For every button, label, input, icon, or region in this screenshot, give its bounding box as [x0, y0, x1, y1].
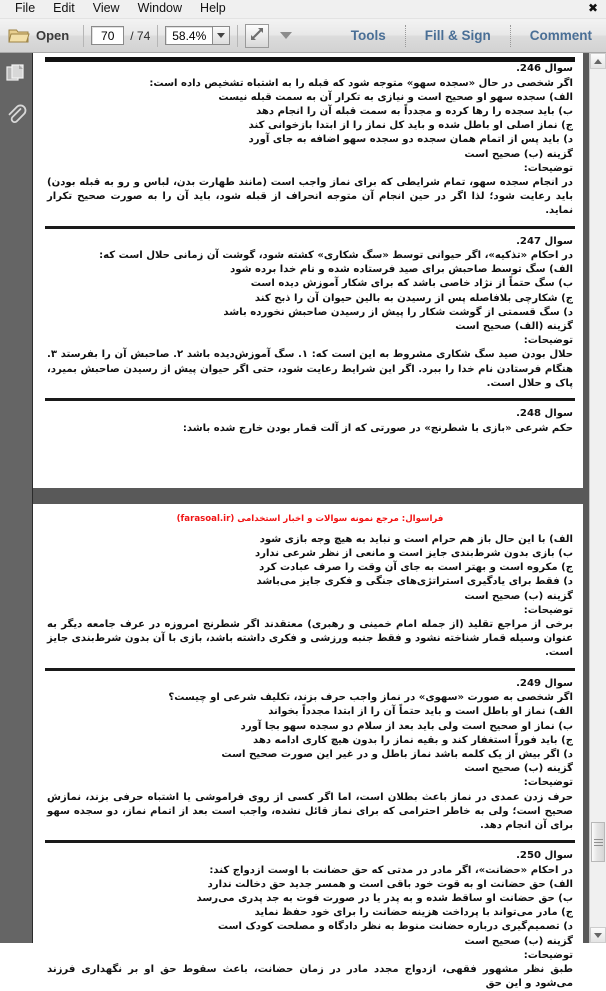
question-option: ب) نماز او صحیح است ولی باید بعد از سلام دو سجده سهو بجا آورد: [240, 720, 573, 732]
pdf-page: [33, 504, 583, 991]
pdf-page: [33, 57, 583, 488]
question-option: د) باید پس از اتمام همان سجده دو سجده سهو اضافه به جای آورد: [248, 134, 573, 146]
menu-file[interactable]: File: [15, 1, 36, 15]
toolbar-divider-1: [83, 25, 84, 47]
toolbar-divider-4: [405, 25, 406, 47]
question-stem: در احکام «تذکیه»، اگر حیوانی توسط «سگ شکاری» کشته شود، گوشت آن زمانی حلال است که:: [99, 250, 573, 262]
open-button[interactable]: [4, 24, 76, 47]
zoom-level-input[interactable]: 58.4%: [165, 26, 212, 45]
attachments-button[interactable]: [3, 102, 29, 128]
document-viewport[interactable]: [33, 53, 583, 990]
toolbar-right-group: [341, 25, 602, 47]
open-button-label: Open: [36, 28, 70, 43]
question-option: الف) نماز او باطل است و باید حتماً آن را از ابتدا مجدداً بخواند: [268, 706, 573, 718]
question-option: الف) با این حال باز هم حرام است و نباید به هیچ وجه بازی شود: [259, 533, 573, 545]
menu-help[interactable]: Help: [200, 1, 226, 15]
question-answer: گزینه (ب) صحیح است: [464, 763, 573, 775]
question-stem: اگر شخصی در حال «سجده سهو» متوجه شود که قبله را به اشتباه تشخیص داده است:: [149, 77, 573, 89]
toolbar-divider-5: [510, 25, 511, 47]
question-option: ب) بازی بدون شرط‌بندی جایز است و مانعی از نظر شرعی ندارد: [254, 547, 573, 559]
comment-button[interactable]: Comment: [529, 28, 592, 43]
question-explanation: طبق نظر مشهور فقهی، ازدواج مجدد مادر در زمان حضانت، باعث سقوط حق او بر نگهداری فرزند می‌شود و این حق: [47, 964, 573, 990]
question-option: الف) حق حضانت او به قوت خود باقی است و همسر جدید حق دخالت ندارد: [207, 878, 573, 890]
attachments-paperclip-icon: [5, 103, 27, 128]
question-stem: در احکام «حضانت»، اگر مادر در مدتی که حق حضانت با اوست ازدواج کند:: [209, 864, 573, 876]
explanations-label: توضیحات:: [523, 604, 573, 616]
page-thumbnails-button[interactable]: [3, 62, 29, 88]
page-bottom-space: [33, 436, 583, 488]
question-explanation: حرف زدن عمدی در نماز باعث بطلان است، اما اگر کسی از روی فراموشی یا اشتباه حرفی بزند، نمازش صحیح است؛ ولی به خاطر احترامی که برای نماز قائل نشده، واجب است بعد از اتمام نماز، دو سجده سهو برای آن انجام دهد.: [47, 791, 573, 831]
navigation-rail: [0, 53, 33, 943]
menu-bar: [0, 0, 606, 19]
question-option: ج) شکارچی بلافاصله پس از رسیدن به بالین حیوان آن را ذبح کند: [254, 292, 573, 304]
scroll-down-button[interactable]: [590, 927, 606, 943]
section-divider: [45, 668, 575, 671]
question-option: ج) مادر می‌تواند با پرداخت هزینه حضانت را برای خود حفظ نماید: [254, 907, 573, 919]
fit-dropdown-button[interactable]: [279, 26, 293, 46]
zoom-control-group: [165, 26, 230, 45]
menu-window[interactable]: Window: [137, 1, 183, 15]
zoom-dropdown-button[interactable]: [212, 26, 230, 45]
scroll-up-button[interactable]: [590, 53, 606, 69]
question-number: سوال 250.: [516, 850, 573, 862]
toolbar-divider-3: [237, 25, 238, 47]
main-toolbar: [0, 19, 606, 53]
section-divider: [45, 398, 575, 401]
question-option: د) تصمیم‌گیری درباره حضانت منوط به نظر دادگاه و مصلحت کودک است: [217, 921, 573, 933]
explanations-label: توضیحات:: [523, 949, 573, 961]
document-scroll-area: [33, 53, 583, 990]
chevron-down-icon: [280, 32, 292, 39]
section-divider: [45, 226, 575, 229]
explanations-label: توضیحات:: [523, 162, 573, 174]
question-option: د) اگر بیش از یک کلمه باشد نماز باطل و در غیر این صورت صحیح است: [221, 748, 573, 760]
question-option: ج) باید فوراً استغفار کند و بقیه نماز را بدون هیچ کاری ادامه دهد: [253, 734, 573, 746]
question-answer: گزینه (الف) صحیح است: [455, 321, 573, 333]
question-answer: گزینه (ب) صحیح است: [464, 148, 573, 160]
question-number: سوال 248.: [516, 408, 573, 420]
question-option: ج) مکروه است و بهتر است به جای آن وقت را صرف عبادت کرد: [259, 562, 573, 574]
page-separator: [33, 488, 583, 504]
tools-button[interactable]: Tools: [350, 28, 386, 43]
chevron-down-icon: [217, 33, 225, 38]
question-number: سوال 249.: [516, 677, 573, 689]
close-icon[interactable]: ✖: [587, 1, 599, 15]
folder-open-icon: [8, 27, 30, 44]
question-number: سوال 246.: [516, 63, 573, 74]
question-stem: اگر شخصی به صورت «سهوی» در نماز واجب حرف بزند، تکلیف شرعی او چیست؟: [168, 692, 573, 704]
page-thumbnails-icon: [5, 63, 27, 88]
triangle-up-icon: [594, 59, 602, 64]
question-option: د) سگ قسمتی از گوشت شکار را پیش از رسیدن صاحبش نخورده باشد: [223, 306, 573, 318]
question-explanation: در انجام سجده سهو، تمام شرایطی که برای نماز واجب است (مانند طهارت بدن، لباس و رو به قبله بودن) باید رعایت شود؛ لذا اگر در حین انجام آن متوجه انحراف از قبله شود، باید آن را به صورت صحیح تکرار نماید.: [47, 176, 573, 217]
toolbar-divider-2: [157, 25, 158, 47]
explanations-label: توضیحات:: [523, 335, 573, 347]
question-option: ب) باید سجده را رها کرده و مجدداً به سمت قبله آن را انجام دهد: [256, 105, 573, 117]
question-option: الف) سجده سهو او صحیح است و نیازی به تکرار آن به سمت قبله نیست: [218, 91, 573, 103]
question-option: ب) سگ حتماً از نژاد خاصی باشد که برای شکار آموزش دیده است: [250, 278, 573, 290]
fill-and-sign-button[interactable]: Fill & Sign: [424, 28, 491, 43]
scrollbar-thumb[interactable]: [591, 822, 605, 862]
document-watermark: فراسوال: مرجع نمونه سوالات و اخبار استخدامی (farasoal.ir): [176, 513, 444, 524]
question-option: ب) حق حضانت او ساقط شده و به پدر یا در صورت فوت به جد پدری می‌رسد: [196, 893, 573, 905]
question-option: ج) نماز اصلی او باطل شده و باید کل نماز را از ابتدا بازخوانی کند: [248, 120, 573, 132]
scrollbar-track[interactable]: [590, 69, 606, 927]
menu-view[interactable]: View: [92, 1, 120, 15]
question-stem: حکم شرعی «بازی با شطرنج» در صورتی که از آلت قمار بودن خارج شده باشد:: [182, 422, 573, 434]
question-explanation: برخی از مراجع تقلید (از جمله امام خمینی و رهبری) معتقدند اگر شطرنج امروزه در عرف جامعه دیگر به عنوان وسیله قمار شناخته نشود و فقط جنبه ورزشی و فکری داشته باشد، بازی با آن بدون شرط‌بندی جایز است.: [47, 618, 573, 659]
explanations-label: توضیحات:: [523, 777, 573, 789]
menu-edit[interactable]: Edit: [53, 1, 75, 15]
question-answer: گزینه (ب) صحیح است: [464, 590, 573, 602]
fit-page-button[interactable]: [245, 24, 269, 48]
question-number: سوال 247.: [516, 235, 573, 247]
question-option: د) فقط برای یادگیری استراتژی‌های جنگی و فکری جایز می‌باشد: [256, 576, 573, 588]
fit-page-icon: [249, 26, 265, 45]
question-explanation: حلال بودن صید سگ شکاری مشروط به این است که: ۱. سگ آموزش‌دیده باشد ۲. صاحبش آن را بفرستد ۳. هنگام فرستادن نام خدا را ببرد. اگر این شرایط رعایت شود، حتی اگر حیوان پیش از رسیدن صاحبش بمیرد، پاک و حلال است.: [47, 349, 574, 389]
grip-icon: [594, 837, 603, 848]
page-total-label: / 74: [130, 28, 151, 43]
question-answer: گزینه (ب) صحیح است: [464, 935, 573, 947]
section-divider: [45, 840, 575, 843]
vertical-scrollbar[interactable]: [589, 53, 606, 943]
page-navigation-group: [91, 26, 150, 45]
triangle-down-icon: [594, 933, 602, 938]
work-area: [0, 53, 606, 990]
page-number-input[interactable]: 70: [91, 26, 124, 45]
question-option: الف) سگ توسط صاحبش برای صید فرستاده شده و نام خدا برده شود: [230, 264, 573, 276]
